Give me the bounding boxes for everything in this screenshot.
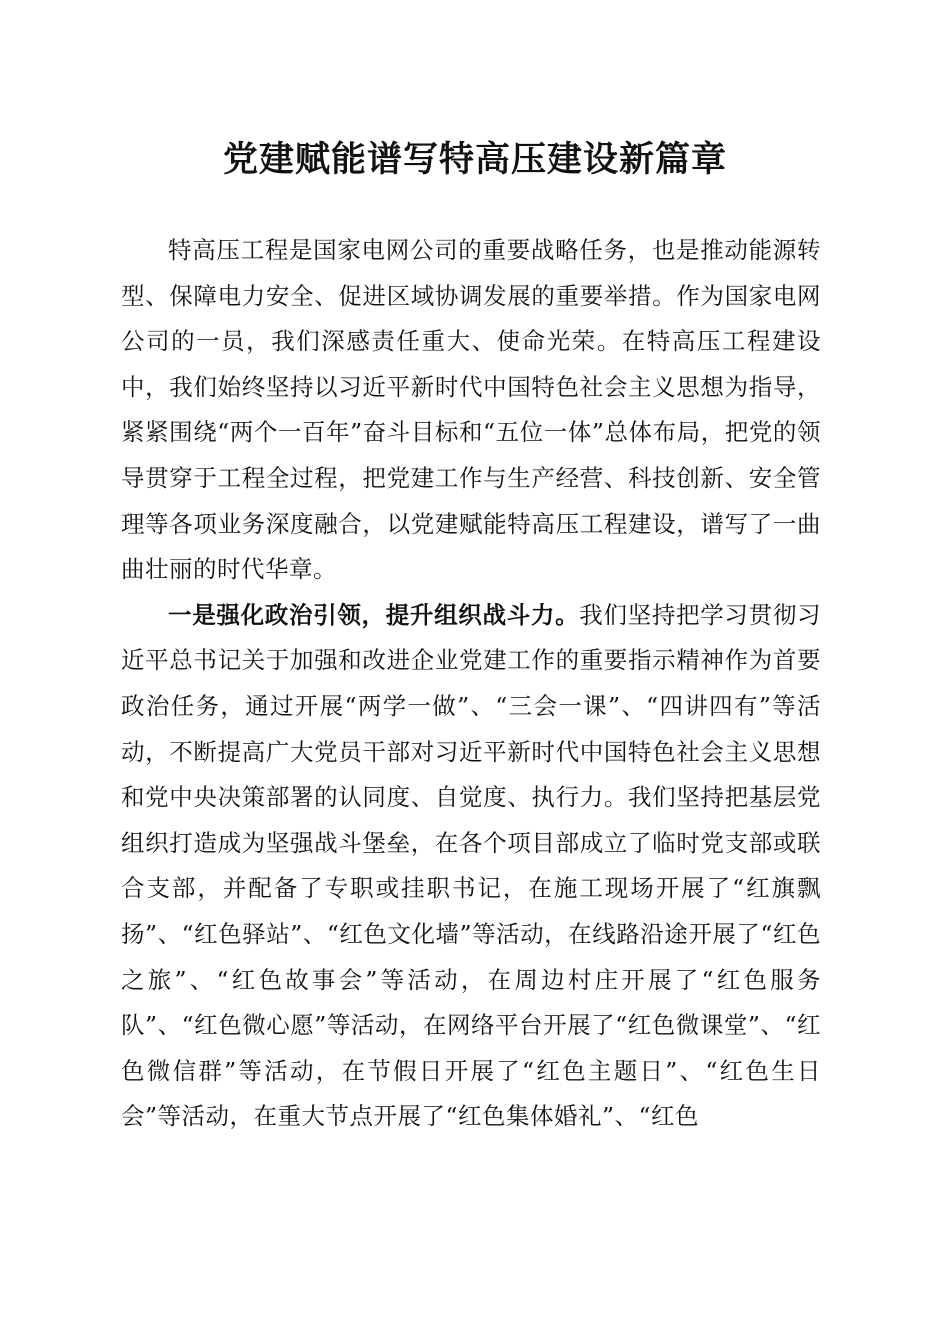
document-title: 党建赋能谱写特高压建设新篇章 — [222, 139, 727, 180]
document-body — [121, 228, 821, 1140]
paragraph-political-leadership-text: 我们坚持把学习贯彻习近平总书记关于加强和改进企业党建工作的重要指示精神作为首要政治任务，通过开展“两学一做”、“三会一课”、“四讲四有”等活动，不断提高广大党员干部对习近平新时代中国特色社会主义思想和党中央决策部署的认同度、自觉度、执行力。我们坚持把基层党组织打造成为坚强战斗堡垒，在各个项目部成立了临时党支部或联合支部，并配备了专职或挂职书记，在施工现场开展了“红旗飘扬”、“红色驿站”、“红色文化墙”等活动，在线路沿途开展了“红色之旅”、“红色故事会”等活动，在周边村庄开展了“红色服务队”、“红色微心愿”等活动，在网络平台开展了“红色微课堂”、“红色微信群”等活动，在节假日开展了“红色主题日”、“红色生日会”等活动，在重大节点开展了“红色集体婚礼”、“红色 — [121, 600, 822, 1131]
paragraph-intro — [121, 228, 821, 593]
paragraph-political-leadership — [121, 593, 821, 1140]
paragraph-lead-heading: 一是强化政治引领，提升组织战斗力。 — [168, 600, 580, 629]
paragraph-intro-text: 特高压工程是国家电网公司的重要战略任务，也是推动能源转型、保障电力安全、促进区域协调发展的重要举措。作为国家电网公司的一员，我们深感责任重大、使命光荣。在特高压工程建设中，我们始终坚持以习近平新时代中国特色社会主义思想为指导，紧紧围绕“两个一百年”奋斗目标和“五位一体”总体布局，把党的领导贯穿于工程全过程，把党建工作与生产经营、科技创新、安全管理等各项业务深度融合，以党建赋能特高压工程建设，谱写了一曲曲壮丽的时代华章。 — [121, 236, 821, 584]
